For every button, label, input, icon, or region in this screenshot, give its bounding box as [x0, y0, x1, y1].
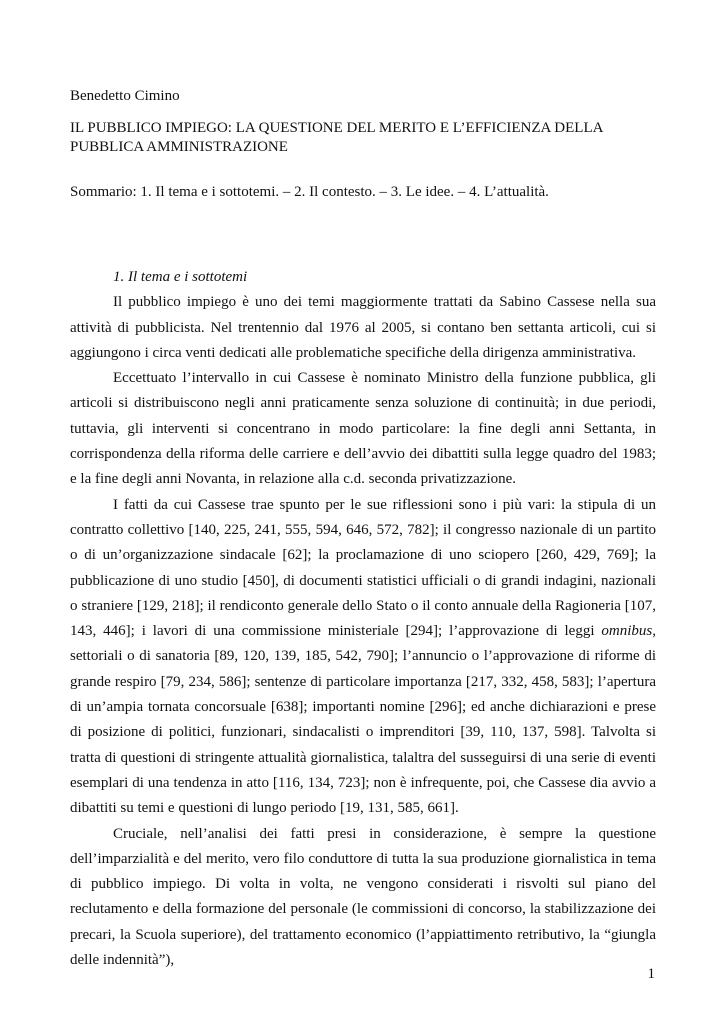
title-line-2: PUBBLICA AMMINISTRAZIONE [70, 139, 288, 155]
document-title [70, 119, 670, 157]
paragraph-3-italic-term: omnibus [601, 623, 653, 640]
section-heading: 1. Il tema e i sottotemi [113, 269, 248, 285]
page-number: 1 [647, 966, 655, 982]
paragraph-1: Il pubblico impiego è uno dei temi maggiormente trattati da Sabino Cassese nella sua attività di pubblicista. Nel trentennio dal 1976 al 2005, si contano ben settanta articoli, cui si aggiungono i circa venti dedicati alle problematiche specifiche della dirigenza amministrativa. [70, 294, 656, 361]
paragraph-2: Eccettuato l’intervallo in cui Cassese è nominato Ministro della funzione pubblica, gli articoli si distribuiscono negli anni praticamente senza soluzione di continuità; in due periodi, tuttavia, gli interventi si concentrano in modo particolare: la fine degli anni Settanta, in corrispondenza della riforma delle carriere e dell’avvio dei dibattiti sulla legge quadro del 1983; e la fine degli anni Novanta, in relazione alla c.d. seconda privatizzazione. [70, 370, 656, 488]
author-name: Benedetto Cimino [70, 88, 180, 104]
summary: Sommario: 1. Il tema e i sottotemi. – 2. Il contesto. – 3. Le idee. – 4. L’attualità. [70, 184, 549, 200]
paragraph-4: Cruciale, nell’analisi dei fatti presi in considerazione, è sempre la questione dell’imparzialità e del merito, vero filo conduttore di tutta la sua produzione giornalistica in tema di pubblico impiego. Di volta in volta, ne vengono considerati i risvolti sul piano del reclutamento e della formazione del personale (le commissioni di concorso, la stabilizzazione dei precari, la Scuola superiore), del trattamento economico (l’appiattimento retributivo, la “giungla delle indennità”), [70, 825, 656, 969]
paragraph-3 [70, 493, 656, 822]
title-line-1: IL PUBBLICO IMPIEGO: LA QUESTIONE DEL MERITO E L’EFFICIENZA DELLA [70, 120, 604, 136]
paragraph-3-text-before: I fatti da cui Cassese trae spunto per le sue riflessioni sono i più vari: la stipula di un contratto collettivo [140, 225, 241, 555, 594, 646, 572, 782]; il congresso nazionale di un partito o di un’organizzazione sindacale [62]; la proclamazione di uno sciopero [260, 429, 769]; la pubblicazione di uno studio [450], di documenti statistici ufficiali o di grandi indagini, nazionali o straniere [129, 218]; il rendiconto generale dello Stato o il conto annuale della Ragioneria [107, 143, 446]; i lavori di una commissione ministeriale [294]; l’approvazione di leggi [70, 496, 656, 640]
document-body [70, 265, 656, 973]
paragraph-3-text-after: , settoriali o di sanatoria [89, 120, 139, 185, 542, 790]; l’annuncio o l’approvazione di riforme di grande respiro [79, 234, 586]; sentenze di particolare importanza [217, 332, 458, 583]; l’apertura di un’ampia tornata concorsuale [638]; importanti nomine [296]; ed anche dichiarazioni e prese di posizione di politici, funzionari, sindacalisti o imprenditori [39, 110, 137, 598]. Talvolta si tratta di questioni di stringente attualità giornalistica, talaltra del susseguirsi di una serie di eventi esemplari di una tendenza in atto [116, 134, 723]; non è infrequente, poi, che Cassese dia avvio a dibattiti su temi e questioni di lungo periodo [19, 131, 585, 661]. [70, 623, 656, 817]
